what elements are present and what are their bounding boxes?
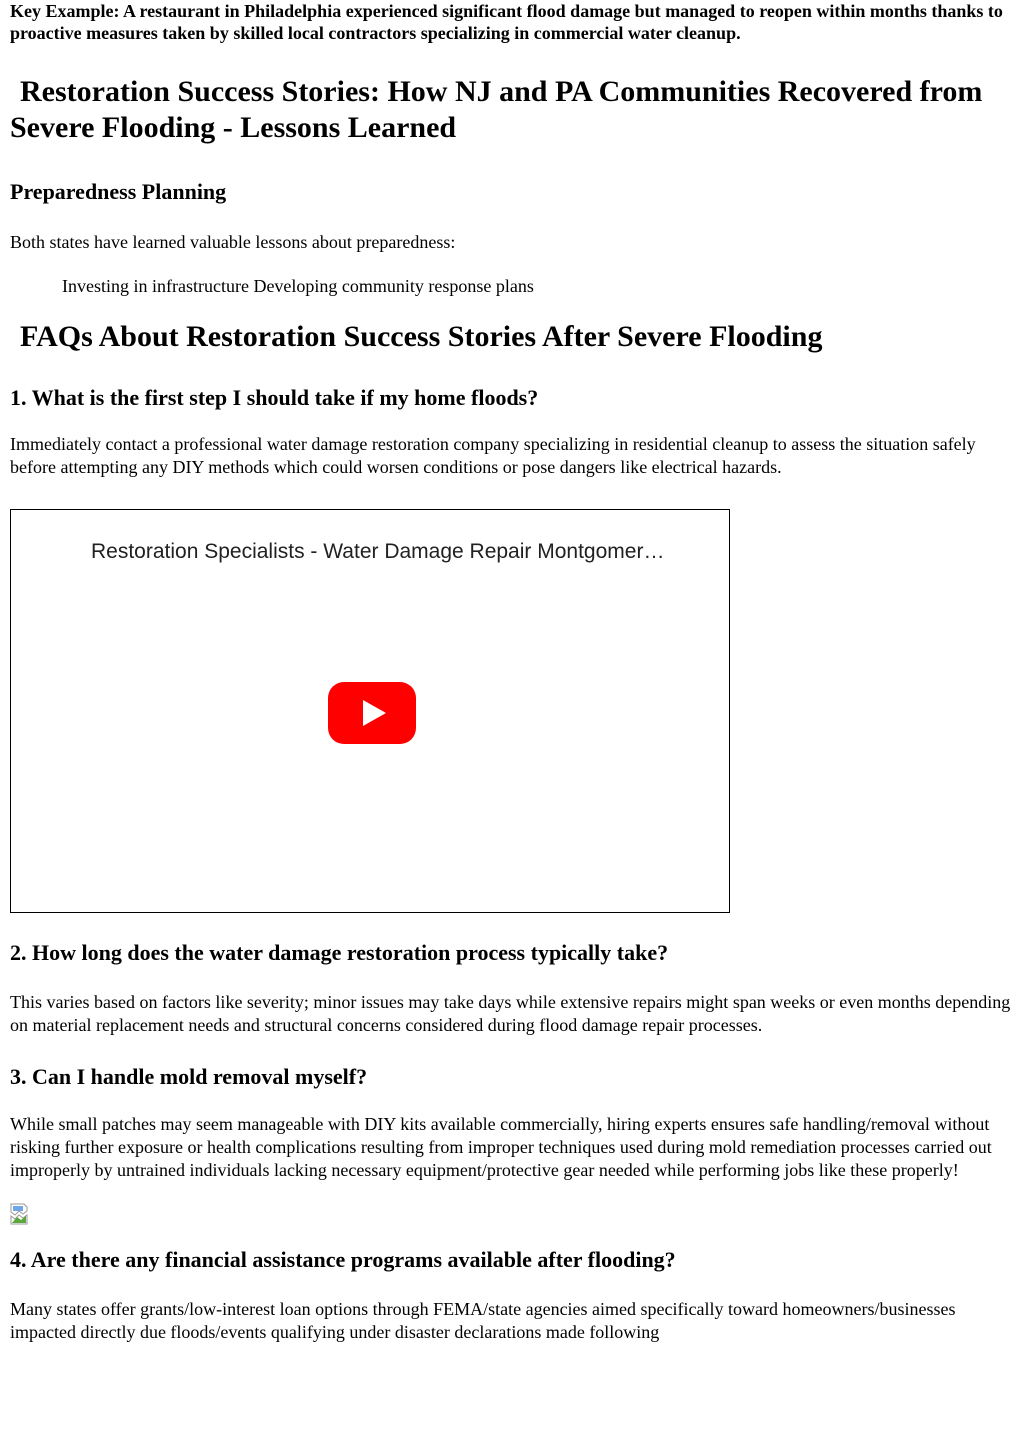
faq-question-1: 1. What is the first step I should take if my home floods? — [10, 385, 539, 410]
preparedness-list — [10, 275, 1014, 298]
faq-answer-1: Immediately contact a professional water damage restoration company specializing in residential cleanup to assess the situation safely before attempting any DIY methods which could worsen conditions or pose dangers like electrical hazards. — [10, 434, 976, 477]
list-item: Investing in infrastructure Developing community response plans — [62, 276, 534, 296]
video-title[interactable]: Restoration Specialists - Water Damage Repair Montgomer… — [91, 540, 665, 563]
broken-image-icon — [10, 1203, 32, 1225]
faq-question-3: 3. Can I handle mold removal myself? — [10, 1064, 368, 1089]
faq-answer-2: This varies based on factors like severity; minor issues may take days while extensive repairs might span weeks or even months depending on material replacement needs and structural concerns considered during flood damage repair processes. — [10, 992, 1011, 1035]
document-page — [10, 0, 1014, 1344]
subheading-preparedness: Preparedness Planning — [10, 179, 227, 204]
key-example-text: Key Example: A restaurant in Philadelphia experienced significant flood damage but managed to reopen within months thanks to proactive measures taken by skilled local contractors specializing in commercial water cleanup. — [10, 1, 1003, 43]
faq-question-2: 2. How long does the water damage restoration process typically take? — [10, 940, 669, 965]
faq-answer-4: Many states offer grants/low-interest loan options through FEMA/state agencies aimed specifically toward homeowners/businesses impacted directly due floods/events qualifying under disaster declarations made following — [10, 1299, 956, 1342]
youtube-play-icon[interactable] — [328, 682, 416, 744]
section-title-faqs: FAQs About Restoration Success Stories After Severe Flooding — [20, 320, 823, 353]
video-embed[interactable] — [10, 509, 730, 913]
preparedness-intro: Both states have learned valuable lessons about preparedness: — [10, 232, 456, 252]
faq-answer-3: While small patches may seem manageable with DIY kits available commercially, hiring experts ensures safe handling/removal without risking further exposure or health complications resulting from improper techniques used during mold remediation processes carried out improperly by untrained individuals lacking necessary equipment/protective gear needed while performing jobs like these properly! — [10, 1114, 992, 1180]
faq-question-4: 4. Are there any financial assistance programs available after flooding? — [10, 1247, 676, 1272]
section-title-success-stories: Restoration Success Stories: How NJ and PA Communities Recovered from Severe Flooding - Lessons Learned — [10, 75, 983, 144]
